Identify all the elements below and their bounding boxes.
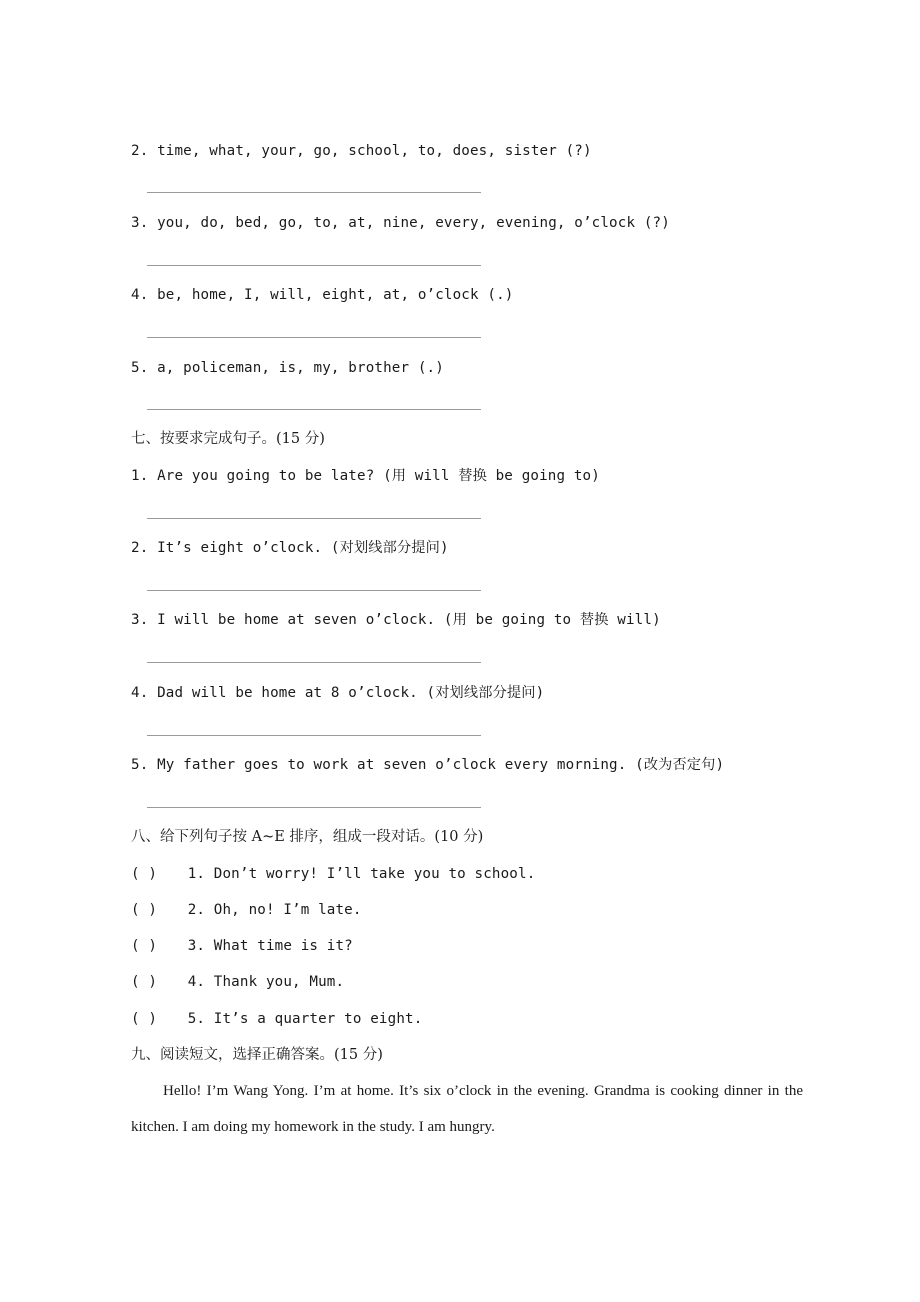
item-number: 4. bbox=[187, 974, 206, 990]
question-text: Are you going to be late? (用 will 替换 be going to) bbox=[157, 468, 600, 484]
question-number: 3. bbox=[131, 612, 149, 628]
answer-line[interactable] bbox=[147, 409, 481, 410]
question-7-1 bbox=[131, 467, 600, 485]
question-text: be, home, I, will, eight, at, o’clock (.) bbox=[157, 287, 514, 303]
section-7-heading: 七、按要求完成句子。(15 分) bbox=[131, 431, 325, 447]
question-7-2 bbox=[131, 539, 449, 557]
answer-line[interactable] bbox=[147, 590, 481, 591]
item-text: Don’t worry! I’ll take you to school. bbox=[213, 866, 536, 882]
item-text: It’s a quarter to eight. bbox=[213, 1011, 423, 1027]
item-number: 1. bbox=[187, 866, 206, 882]
dialogue-item-2 bbox=[131, 901, 362, 919]
question-7-4 bbox=[131, 684, 544, 702]
answer-blank[interactable]: ( ) bbox=[131, 1011, 158, 1027]
answer-line[interactable] bbox=[147, 265, 481, 266]
answer-blank[interactable]: ( ) bbox=[131, 938, 158, 954]
dialogue-item-5 bbox=[131, 1010, 422, 1028]
section-9-heading: 九、阅读短文，选择正确答案。(15 分) bbox=[131, 1047, 383, 1063]
question-number: 3. bbox=[131, 215, 149, 231]
item-number: 3. bbox=[187, 938, 206, 954]
question-number: 5. bbox=[131, 360, 149, 376]
question-text: you, do, bed, go, to, at, nine, every, evening, o’clock (?) bbox=[157, 215, 670, 231]
answer-line[interactable] bbox=[147, 518, 481, 519]
answer-blank[interactable]: ( ) bbox=[131, 974, 158, 990]
question-text: It’s eight o’clock. (对划线部分提问) bbox=[157, 540, 449, 556]
question-number: 4. bbox=[131, 685, 149, 701]
answer-line[interactable] bbox=[147, 192, 481, 193]
item-number: 5. bbox=[187, 1011, 206, 1027]
section-8-heading: 八、给下列句子按 A~E 排序，组成一段对话。(10 分) bbox=[131, 829, 484, 845]
answer-line[interactable] bbox=[147, 337, 481, 338]
question-number: 2. bbox=[131, 143, 149, 159]
question-text: I will be home at seven o’clock. (用 be going to 替换 will) bbox=[157, 612, 661, 628]
dialogue-item-3 bbox=[131, 937, 353, 955]
question-7-5 bbox=[131, 756, 724, 774]
dialogue-item-4 bbox=[131, 973, 344, 991]
item-text: What time is it? bbox=[213, 938, 353, 954]
answer-blank[interactable]: ( ) bbox=[131, 902, 158, 918]
item-number: 2. bbox=[187, 902, 206, 918]
item-text: Thank you, Mum. bbox=[213, 974, 345, 990]
question-6-5 bbox=[131, 359, 444, 377]
item-text: Oh, no! I’m late. bbox=[213, 902, 362, 918]
dialogue-item-1 bbox=[131, 865, 535, 883]
question-6-4 bbox=[131, 286, 513, 304]
reading-passage: Hello! I’m Wang Yong. I’m at home. It’s six o’clock in the evening. Grandma is cooking dinner in the kitchen. I am doing my homework in the study. I am hungry. bbox=[131, 1083, 803, 1135]
question-7-3 bbox=[131, 611, 661, 629]
question-number: 4. bbox=[131, 287, 149, 303]
answer-blank[interactable]: ( ) bbox=[131, 866, 158, 882]
question-text: time, what, your, go, school, to, does, sister (?) bbox=[157, 143, 592, 159]
question-text: Dad will be home at 8 o’clock. (对划线部分提问) bbox=[157, 685, 545, 701]
question-number: 1. bbox=[131, 468, 149, 484]
question-text: a, policeman, is, my, brother (.) bbox=[157, 360, 444, 376]
question-text: My father goes to work at seven o’clock every morning. (改为否定句) bbox=[157, 757, 725, 773]
question-number: 2. bbox=[131, 540, 149, 556]
answer-line[interactable] bbox=[147, 662, 481, 663]
answer-line[interactable] bbox=[147, 807, 481, 808]
question-6-3 bbox=[131, 214, 670, 232]
question-6-2 bbox=[131, 142, 592, 160]
question-number: 5. bbox=[131, 757, 149, 773]
answer-line[interactable] bbox=[147, 735, 481, 736]
